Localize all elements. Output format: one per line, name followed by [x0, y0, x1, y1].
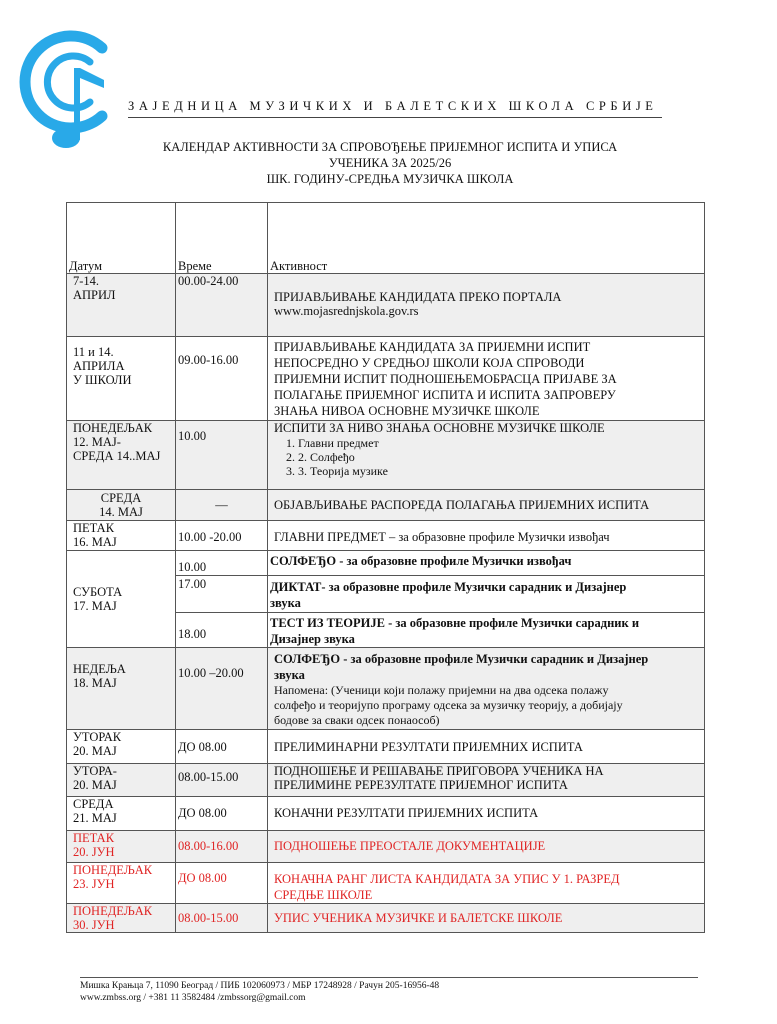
- row-activity: КОНАЧНИ РЕЗУЛТАТИ ПРИЈЕМНИХ ИСПИТА: [268, 797, 705, 831]
- row-activity: ОБЈАВЉИВАЊЕ РАСПОРЕДА ПОЛАГАЊА ПРИЈЕМНИХ ИСПИТА: [268, 490, 705, 521]
- row-activity: [268, 648, 705, 730]
- row-date: [67, 863, 176, 904]
- row-date: [67, 797, 176, 831]
- row-time: 08.00-15.00: [176, 764, 268, 797]
- calendar-title-line-1: КАЛЕНДАР АКТИВНОСТИ ЗА СПРОВОЂЕЊЕ ПРИЈЕМНОГ ИСПИТА И УПИСА: [162, 140, 618, 154]
- activity-line: ПОДНОШЕЊЕ И РЕШАВАЊЕ ПРИГОВОРА УЧЕНИКА НА: [274, 764, 604, 778]
- date-line: УТОРАК: [73, 730, 122, 744]
- footer-divider: [80, 977, 698, 978]
- calendar-title-line-3: ШК. ГОДИНУ-СРЕДЊА МУЗИЧКА ШКОЛА: [266, 172, 514, 186]
- date-line: НЕДЕЉА: [73, 662, 126, 676]
- activity-line: НЕПОСРЕДНО У СРЕДЊОЈ ШКОЛИ КОЈА СПРОВОДИ: [274, 356, 585, 370]
- row-time: ДО 08.00: [176, 797, 268, 831]
- row-time: 09.00-16.00: [176, 337, 268, 421]
- header-time: Време: [176, 203, 268, 274]
- calendar-table: [66, 202, 705, 933]
- row-time: 08.00-16.00: [176, 831, 268, 863]
- date-line: 17. МАЈ: [73, 599, 117, 613]
- date-line: ПЕТАК: [73, 831, 115, 845]
- date-line: 20. ЈУН: [73, 845, 115, 859]
- date-line: ПОНЕДЕЉАК: [73, 863, 153, 877]
- activity-line: звука: [270, 596, 301, 610]
- row-activity: УПИС УЧЕНИКА МУЗИЧКЕ И БАЛЕТСКЕ ШКОЛЕ: [268, 904, 705, 933]
- row-date: [67, 551, 176, 648]
- row-time: 18.00: [176, 613, 268, 648]
- row-activity: СОЛФЕЂО - за образовне профиле Музички извођач: [268, 551, 705, 576]
- date-line: СРЕДА: [73, 797, 114, 811]
- activity-line: ИСПИТИ ЗА НИВО ЗНАЊА ОСНОВНЕ МУЗИЧКЕ ШКОЛЕ: [274, 421, 605, 435]
- row-activity: [268, 863, 705, 904]
- date-line: 21. МАЈ: [73, 811, 117, 825]
- row-activity: ГЛАВНИ ПРЕДМЕТ – за образовне профиле Музички извођач: [268, 521, 705, 551]
- table-row: [67, 904, 705, 933]
- association-logo: [8, 28, 118, 152]
- date-line: У ШКОЛИ: [73, 373, 132, 387]
- row-activity: [268, 764, 705, 797]
- row-time: —: [176, 490, 268, 521]
- activity-line: ПРИЈАВЉИВАЊЕ КАНДИДАТА ЗА ПРИЈЕМНИ ИСПИТ: [274, 340, 591, 354]
- footer-contact: www.zmbss.org / +381 11 3582484 /zmbssorg@gmail.com: [80, 993, 306, 1003]
- activity-line: ДИКТАТ- за образовне профиле Музички сарадник и Дизајнер: [270, 580, 627, 594]
- list-item: 1. Главни предмет: [298, 436, 702, 450]
- table-row: [67, 421, 705, 490]
- row-date: [67, 648, 176, 730]
- activity-line: звука: [274, 668, 305, 682]
- table-row: [67, 730, 705, 764]
- activity-line: www.mojasrednjskola.gov.rs: [274, 304, 419, 318]
- note-line: бодове за сваки одсек понаособ): [274, 713, 440, 727]
- organization-name: ЗАЈЕДНИЦА МУЗИЧКИХ И БАЛЕТСКИХ ШКОЛА СРБИЈЕ: [128, 99, 658, 113]
- row-time: ДО 08.00: [176, 730, 268, 764]
- note-line: Напомена: (Ученици који полажу пријемни на два одсека полажу: [274, 683, 609, 697]
- table-row: [67, 490, 705, 521]
- header-divider: [128, 117, 662, 118]
- date-line: СРЕДА 14..МАЈ: [73, 449, 161, 463]
- date-line: 30. ЈУН: [73, 918, 115, 932]
- date-line: ПЕТАК: [73, 521, 115, 535]
- row-activity: [268, 421, 705, 490]
- row-date: [67, 831, 176, 863]
- row-date: [67, 490, 176, 521]
- row-time: 10.00 -20.00: [176, 521, 268, 551]
- date-line: 11 и 14.: [73, 345, 114, 359]
- row-activity: ПОДНОШЕЊЕ ПРЕОСТАЛЕ ДОКУМЕНТАЦИЈЕ: [268, 831, 705, 863]
- table-row: [67, 521, 705, 551]
- date-line: 14. МАЈ: [99, 505, 143, 519]
- date-line: 20. МАЈ: [73, 744, 117, 758]
- table-header-row: [67, 203, 705, 274]
- list-item: 3. 3. Теорија музике: [298, 464, 702, 478]
- date-line: 16. МАЈ: [73, 535, 117, 549]
- table-row: [67, 274, 705, 337]
- list-item: 2. 2. Солфеђо: [298, 450, 702, 464]
- row-date: [67, 730, 176, 764]
- activity-line: СРЕДЊЕ ШКОЛЕ: [274, 888, 373, 902]
- date-line: АПРИЛ: [73, 288, 116, 302]
- date-line: ПОНЕДЕЉАК: [73, 421, 153, 435]
- date-line: АПРИЛА: [73, 359, 125, 373]
- row-activity: [268, 337, 705, 421]
- activity-line: Дизајнер звука: [270, 632, 355, 646]
- row-activity: [268, 274, 705, 337]
- row-date: [67, 274, 176, 337]
- row-date: [67, 421, 176, 490]
- activity-line: ПРЕЛИМИНЕ РЕРЕЗУЛТАТЕ ПРИЈЕМНОГ ИСПИТА: [274, 778, 568, 792]
- date-line: 12. МАЈ-: [73, 435, 121, 449]
- row-activity: ПРЕЛИМИНАРНИ РЕЗУЛТАТИ ПРИЈЕМНИХ ИСПИТА: [268, 730, 705, 764]
- row-date: [67, 337, 176, 421]
- row-time: 00.00-24.00: [176, 274, 268, 337]
- row-time: 10.00: [176, 421, 268, 490]
- row-date: [67, 764, 176, 797]
- header-date: Датум: [67, 203, 176, 274]
- table-row: [67, 797, 705, 831]
- row-activity: [268, 576, 705, 613]
- table-row: [67, 551, 705, 576]
- table-row: [67, 337, 705, 421]
- calendar-title-line-2: УЧЕНИКА ЗА 2025/26: [328, 156, 452, 170]
- date-line: 20. МАЈ: [73, 778, 117, 792]
- table-row: [67, 764, 705, 797]
- row-activity: [268, 613, 705, 648]
- activity-line: ПОЛАГАЊЕ ПРИЈЕМНОГ ИСПИТА И ИСПИТА ЗАПРОВЕРУ: [274, 388, 616, 402]
- date-line: СУБОТА: [73, 585, 123, 599]
- row-date: [67, 521, 176, 551]
- row-time: 08.00-15.00: [176, 904, 268, 933]
- date-line: СРЕДА: [100, 491, 142, 505]
- table-row: [67, 863, 705, 904]
- date-line: ПОНЕДЕЉАК: [73, 904, 153, 918]
- date-line: 18. МАЈ: [73, 676, 117, 690]
- row-time: 17.00: [176, 576, 268, 613]
- date-line: 7-14.: [73, 274, 100, 288]
- note-line: солфеђо и теоријупо програму одсека за музичку теорију, а добијају: [274, 698, 623, 712]
- row-time: ДО 08.00: [176, 863, 268, 904]
- table-row: [67, 831, 705, 863]
- table-row: [67, 648, 705, 730]
- date-line: УТОРА-: [73, 764, 117, 778]
- row-time: 10.00: [176, 551, 268, 576]
- exam-subject-list: [274, 436, 702, 478]
- activity-line: ПРИЈЕМНИ ИСПИТ ПОДНОШЕЊЕМОБРАСЦА ПРИЈАВЕ ЗА: [274, 372, 617, 386]
- activity-line: ПРИЈАВЉИВАЊЕ КАНДИДАТА ПРЕКО ПОРТАЛА: [274, 290, 562, 304]
- activity-line: СОЛФЕЂО - за образовне профиле Музички сарадник и Дизајнер: [274, 652, 649, 666]
- activity-line: ТЕСТ ИЗ ТЕОРИЈЕ - за образовне профиле Музички сарадник и: [270, 616, 640, 630]
- date-line: 23. ЈУН: [73, 877, 115, 891]
- activity-line: КОНАЧНА РАНГ ЛИСТА КАНДИДАТА ЗА УПИС У 1. РАЗРЕД: [274, 872, 620, 886]
- row-time: 10.00 –20.00: [176, 648, 268, 730]
- row-date: [67, 904, 176, 933]
- activity-line: ЗНАЊА НИВОА ОСНОВНЕ МУЗИЧКЕ ШКОЛЕ: [274, 404, 540, 418]
- header-activity: Активност: [268, 203, 705, 274]
- footer-address: Мишка Крањца 7, 11090 Београд / ПИБ 102060973 / МБР 17248928 / Рачун 205-16956-48: [80, 981, 440, 991]
